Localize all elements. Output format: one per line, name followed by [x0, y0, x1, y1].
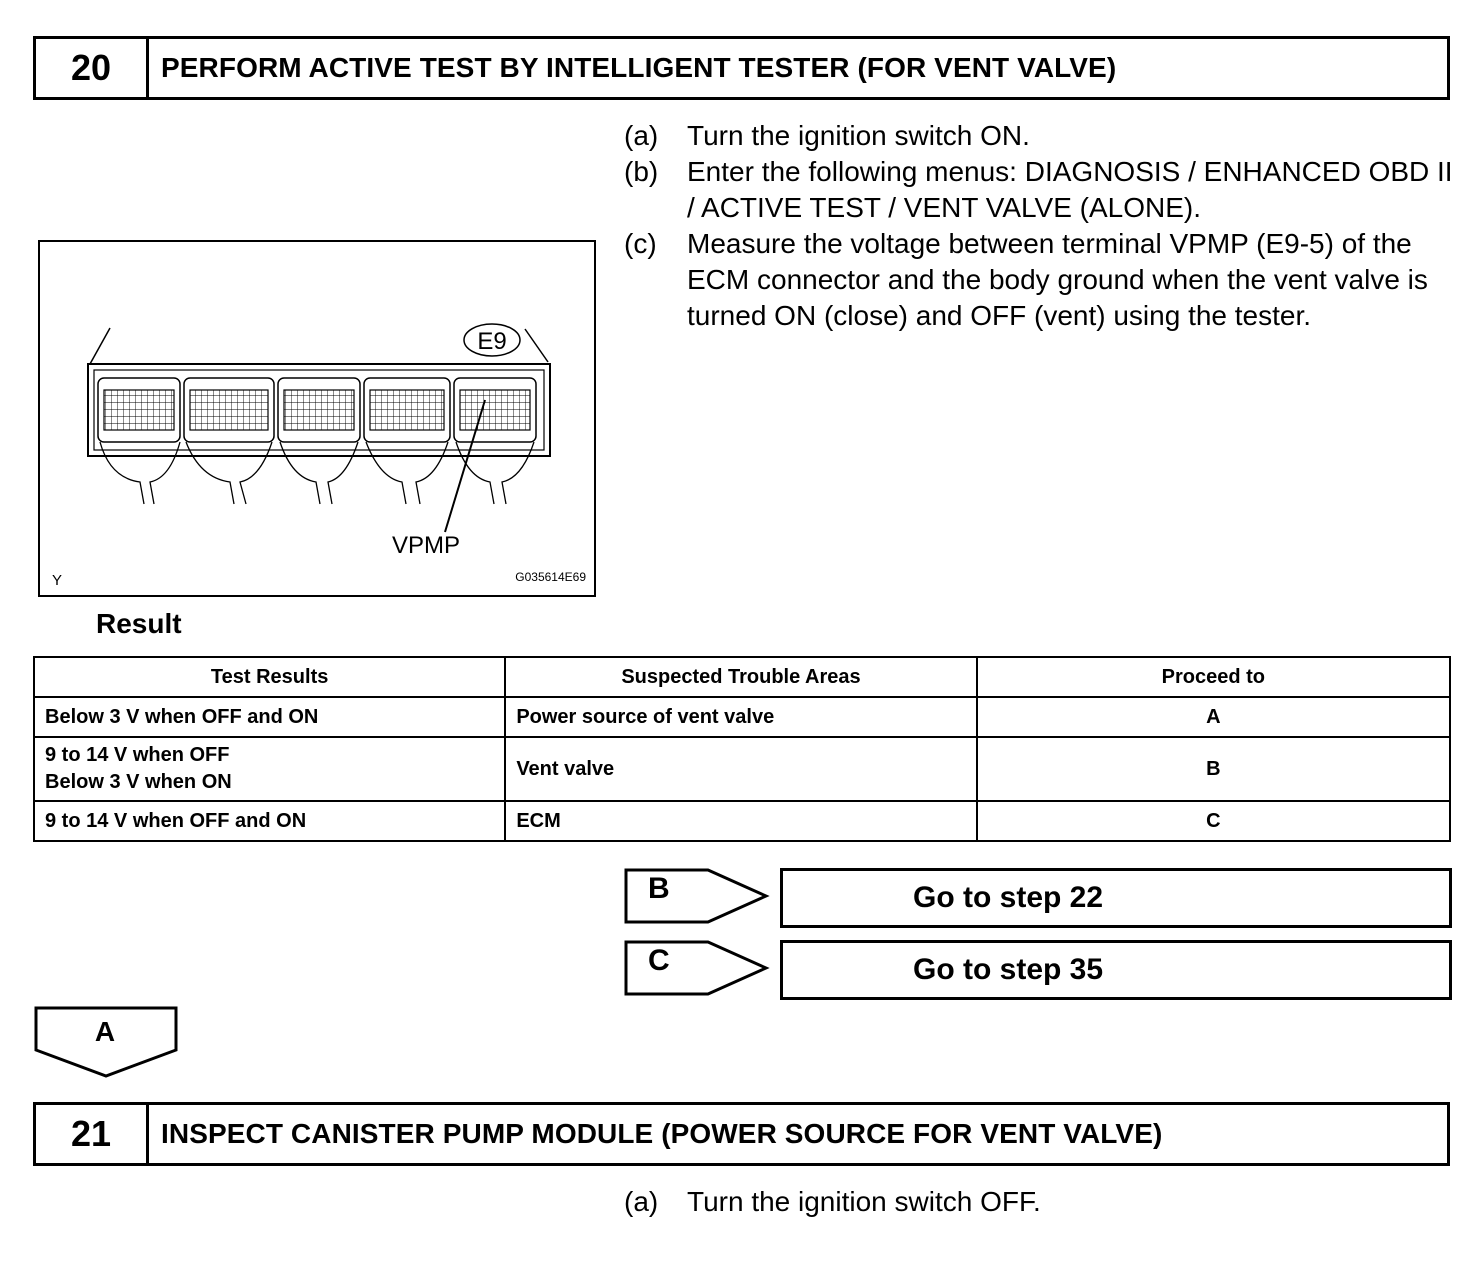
- route-c: [624, 940, 1454, 1000]
- connector-block-5-e9: [454, 378, 536, 442]
- route-b-arrow: [624, 868, 774, 928]
- trouble-area-cell: Power source of vent valve: [505, 697, 976, 737]
- go-to-step-22: Go to step 22: [780, 868, 1452, 928]
- instruction-text: Turn the ignition switch ON.: [687, 120, 1030, 151]
- instruction-text: Enter the following menus: DIAGNOSIS / ENHANCED OBD II / ACTIVE TEST / VENT VALVE (ALONE).: [687, 156, 1453, 223]
- table-row: [34, 801, 1450, 841]
- instruction-item: [624, 154, 1454, 226]
- connector-label: E9: [477, 328, 507, 355]
- table-row: [34, 737, 1450, 801]
- route-letter: B: [648, 872, 670, 905]
- go-to-step-35: Go to step 35: [780, 940, 1452, 1000]
- step-title: INSPECT CANISTER PUMP MODULE (POWER SOURCE FOR VENT VALVE): [161, 1118, 1163, 1149]
- route-letter: C: [648, 944, 670, 977]
- route-c-arrow: [624, 940, 774, 1000]
- test-result-cell: [34, 737, 505, 801]
- instruction-label: (a): [624, 1186, 659, 1217]
- test-result-cell: 9 to 14 V when OFF and ON: [34, 801, 505, 841]
- instruction-item: [624, 226, 1454, 334]
- result-table: [33, 656, 1451, 842]
- proceed-cell: C: [977, 801, 1450, 841]
- instruction-label: (a): [624, 120, 659, 151]
- instruction-item: [624, 118, 1454, 154]
- trouble-area-cell: ECM: [505, 801, 976, 841]
- column-header: Test Results: [34, 657, 505, 697]
- proceed-cell: B: [977, 737, 1450, 801]
- connector-block-1: [98, 378, 180, 442]
- step-21-header: [33, 1102, 1450, 1166]
- ecm-connector-figure: [38, 240, 596, 597]
- column-header: Suspected Trouble Areas: [505, 657, 976, 697]
- step-21-instructions: [624, 1184, 1454, 1220]
- step-number: 20: [36, 39, 149, 97]
- figure-corner-letter: Y: [52, 572, 63, 589]
- proceed-cell: A: [977, 697, 1450, 737]
- step-20-header: [33, 36, 1450, 100]
- test-result-line: 9 to 14 V when OFF: [45, 744, 230, 766]
- instruction-label: (c): [624, 228, 657, 259]
- connector-block-3: [278, 378, 360, 442]
- table-row: [34, 697, 1450, 737]
- instruction-label: (b): [624, 156, 659, 187]
- terminal-label: VPMP: [391, 532, 461, 559]
- instruction-text: Turn the ignition switch OFF.: [687, 1186, 1041, 1217]
- connector-block-4: [364, 378, 450, 442]
- column-header: Proceed to: [977, 657, 1450, 697]
- figure-code: G035614E69: [515, 570, 586, 584]
- connector-block-2: [184, 378, 274, 442]
- step-number: 21: [36, 1105, 149, 1163]
- continue-letter: A: [94, 1016, 116, 1047]
- step-title: PERFORM ACTIVE TEST BY INTELLIGENT TESTER (FOR VENT VALVE): [161, 52, 1117, 83]
- result-heading: Result: [96, 608, 182, 639]
- trouble-area-cell: Vent valve: [505, 737, 976, 801]
- route-b: [624, 868, 1454, 928]
- table-header-row: [34, 657, 1450, 697]
- ecm-connector-diagram: [40, 242, 594, 595]
- test-result-line: Below 3 V when ON: [45, 771, 232, 793]
- instruction-text: Measure the voltage between terminal VPMP (E9-5) of the ECM connector and the body ground when the vent valve is turned ON (close) and OFF (vent) using the tester.: [687, 228, 1428, 331]
- test-result-cell: Below 3 V when OFF and ON: [34, 697, 505, 737]
- step-20-instructions: [624, 118, 1454, 334]
- instruction-item: [624, 1184, 1454, 1220]
